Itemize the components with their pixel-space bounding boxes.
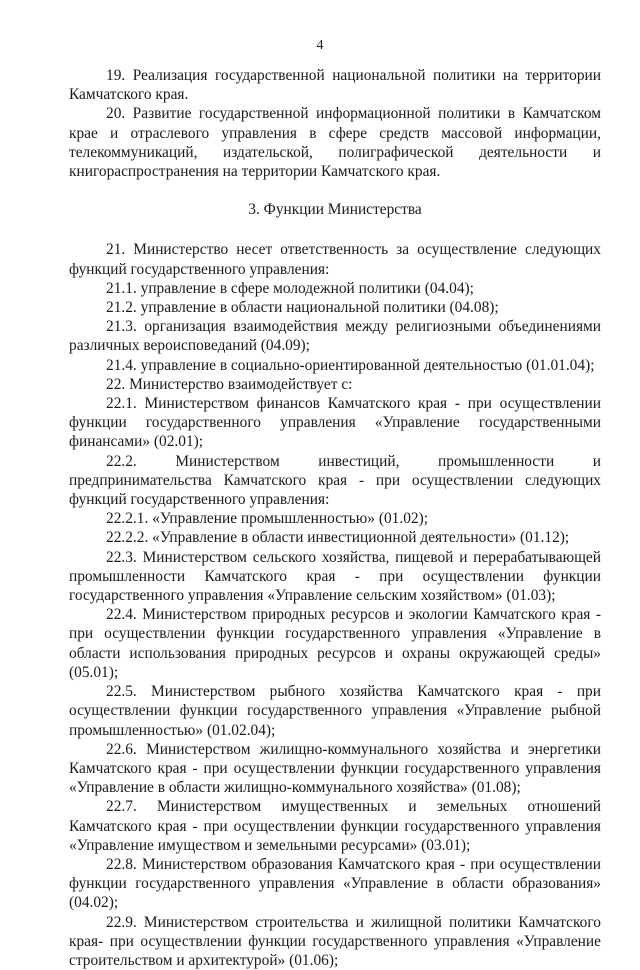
paragraph-21-4: 21.4. управление в социально-ориентированной деятельностью (01.01.04);	[106, 356, 595, 374]
paragraph-22-5: 22.5. Министерством рыбного хозяйства Камчатского края - при осуществлении функции государственного управления «Управление рыбной промышленностью» (01.02.04);	[69, 683, 601, 739]
document-body	[69, 66, 601, 970]
paragraph-21-1: 21.1. управление в сфере молодежной политики (04.04);	[106, 279, 474, 297]
paragraph-22-1: 22.1. Министерством финансов Камчатского края - при осуществлении функции государственного управления «Управление государственными финансами» (02.01);	[69, 395, 601, 451]
section-heading: 3. Функции Министерства	[248, 201, 422, 219]
paragraph-19: 19. Реализация государственной национальной политики на территории Камчатского края.	[69, 67, 601, 104]
paragraph-22-6: 22.6. Министерством жилищно-коммунального хозяйства и энергетики Камчатского края - при осуществлении функции государственного управления «Управление в области жилищно-коммунального хозяйства» (01.08);	[69, 740, 601, 797]
paragraph-22-7: 22.7. Министерством имущественных и земельных отношений Камчатского края - при осуществлении функции государственного управления «Управление имуществом и земельными ресурсами» (03.01);	[69, 798, 601, 854]
paragraph-22: 22. Министерство взаимодействует с:	[106, 375, 353, 393]
paragraph-22-2-1: 22.2.1. «Управление промышленностью» (01.02);	[106, 510, 428, 528]
paragraph-20: 20. Развитие государственной информационной политики в Камчатском крае и отраслевого управления в сфере средств массовой информации, телекоммуникаций, издательской, полиграфической деятельности и книгораспространения на территории Камчатского края.	[69, 105, 601, 181]
paragraph-21-2: 21.2. управление в области национальной политики (04.08);	[106, 299, 499, 317]
paragraph-22-3: 22.3. Министерством сельского хозяйства, пищевой и перерабатывающей промышленности Камчатского края - при осуществлении функции государственного управления «Управление сельским хозяйством» (01.03);	[69, 548, 601, 605]
page-number: 4	[316, 38, 324, 53]
paragraph-22-9: 22.9. Министерством строительства и жилищной политики Камчатского края- при осуществлении функции государственного управления «Управление строительством и архитектурой» (01.06);	[69, 913, 601, 969]
paragraph-21-3: 21.3. организация взаимодействия между религиозными объединениями различных вероисповеданий (04.09);	[69, 318, 601, 355]
paragraph-22-4: 22.4. Министерством природных ресурсов и экологии Камчатского края - при осуществлении функции государственного управления «Управление в области использования природных ресурсов и охраны окружающей среды» (05.01);	[69, 606, 601, 681]
paragraph-21: 21. Министерство несет ответственность за осуществление следующих функций государственного управления:	[69, 241, 601, 278]
paragraph-22-8: 22.8. Министерством образования Камчатского края - при осуществлении функции государственного управления «Управление в области образования» (04.02);	[69, 855, 601, 912]
paragraph-22-2: 22.2. Министерством инвестиций, промышленности и предпринимательства Камчатского края - при осуществлении следующих функций государственного управления:	[69, 452, 601, 509]
paragraph-22-2-2: 22.2.2. «Управление в области инвестиционной деятельности» (01.12);	[106, 529, 570, 547]
